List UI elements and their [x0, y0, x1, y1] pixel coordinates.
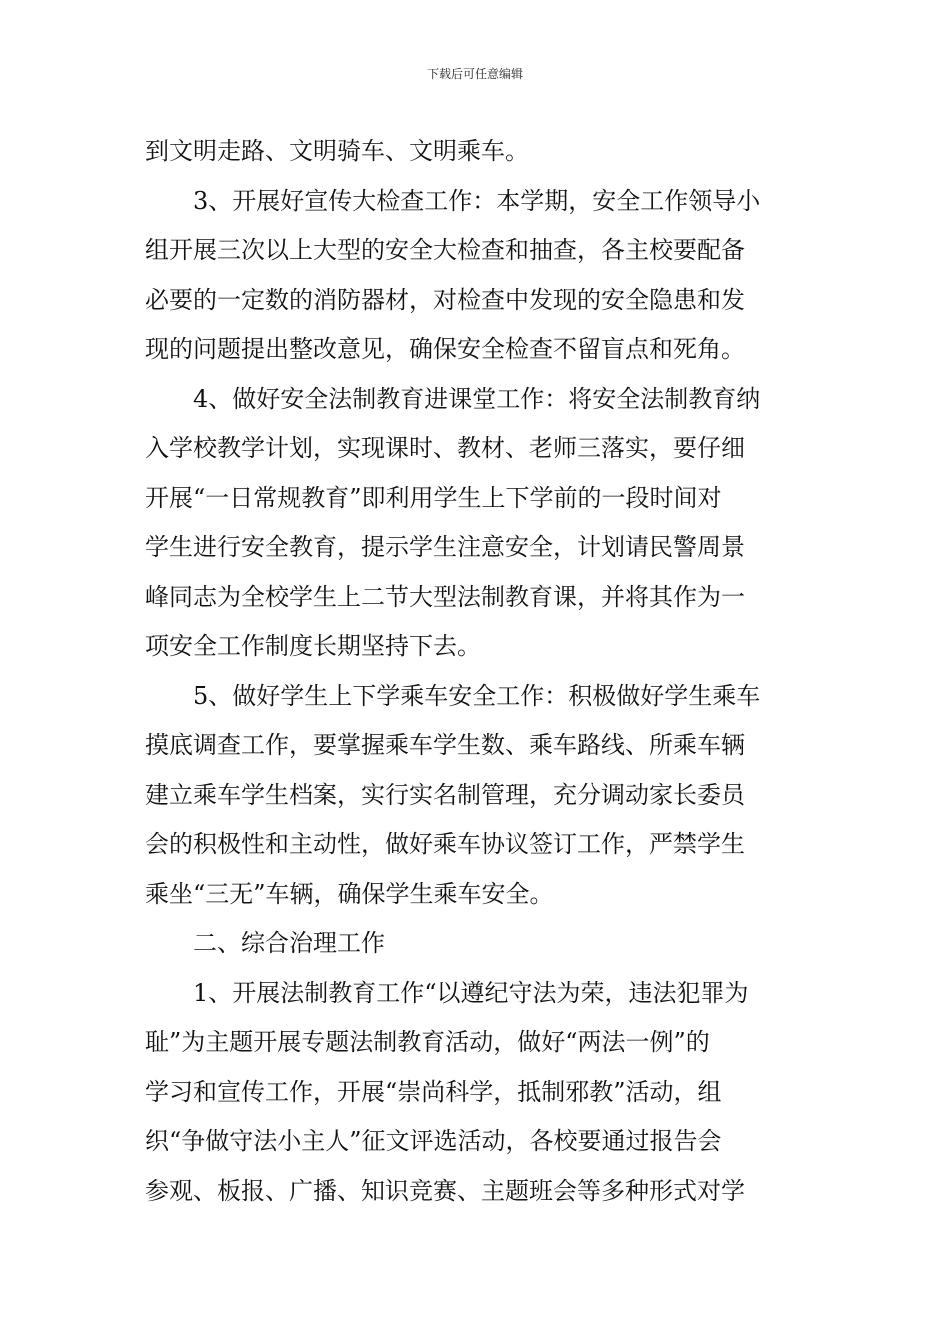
text-line: 1、开展法制教育工作“以遵纪守法为荣，违法犯罪为: [193, 978, 749, 1007]
text-line: 耻”为主题开展专题法制教育活动，做好“两法一例”的: [145, 1028, 710, 1056]
text-line: 5、做好学生上下学乘车安全工作：积极做好学生乘车: [193, 681, 761, 710]
text-line: 乘坐“三无”车辆，确保学生乘车安全。: [145, 879, 554, 908]
text-line: 建立乘车学生档案，实行实名制管理，充分调动家长委员: [145, 780, 745, 809]
text-line: 项安全工作制度长期坚持下去。: [145, 632, 481, 660]
text-line: 学生进行安全教育，提示学生注意安全，计划请民警周景: [145, 533, 745, 561]
text-line: 摸底调查工作，要掌握乘车学生数、乘车路线、所乘车辆: [145, 731, 745, 759]
text-line: 到文明走路、文明骑车、文明乘车。: [145, 137, 529, 165]
page-header: 下载后可任意编辑: [426, 67, 523, 81]
body-text: [145, 127, 810, 1216]
text-line: 织“争做守法小主人”征文评选活动，各校要通过报告会: [145, 1127, 722, 1155]
text-line: 峰同志为全校学生上二节大型法制教育课，并将其作为一: [145, 582, 745, 611]
text-line: 4、做好安全法制教育进课堂工作：将安全法制教育纳: [193, 384, 761, 413]
text-line: 3、开展好宣传大检查工作：本学期，安全工作领导小: [193, 186, 761, 215]
text-line: 会的积极性和主动性，做好乘车协议签订工作，严禁学生: [145, 830, 745, 858]
text-line: 开展“一日常规教育”即利用学生上下学前的一段时间对: [145, 483, 722, 512]
text-line: 必要的一定数的消防器材，对检查中发现的安全隐患和发: [145, 285, 745, 314]
text-line: 学习和宣传工作，开展“崇尚科学，抵制邪教”活动，组: [145, 1077, 722, 1106]
text-line: 二、综合治理工作: [193, 929, 385, 957]
text-line: 组开展三次以上大型的安全大检查和抽查，各主校要配备: [145, 236, 745, 264]
text-line: 参观、板报、广播、知识竞赛、主题班会等多种形式对学: [145, 1176, 745, 1205]
text-line: 现的问题提出整改意见，确保安全检查不留盲点和死角。: [145, 335, 745, 363]
text-line: 入学校教学计划，实现课时、教材、老师三落实，要仔细: [145, 434, 745, 462]
